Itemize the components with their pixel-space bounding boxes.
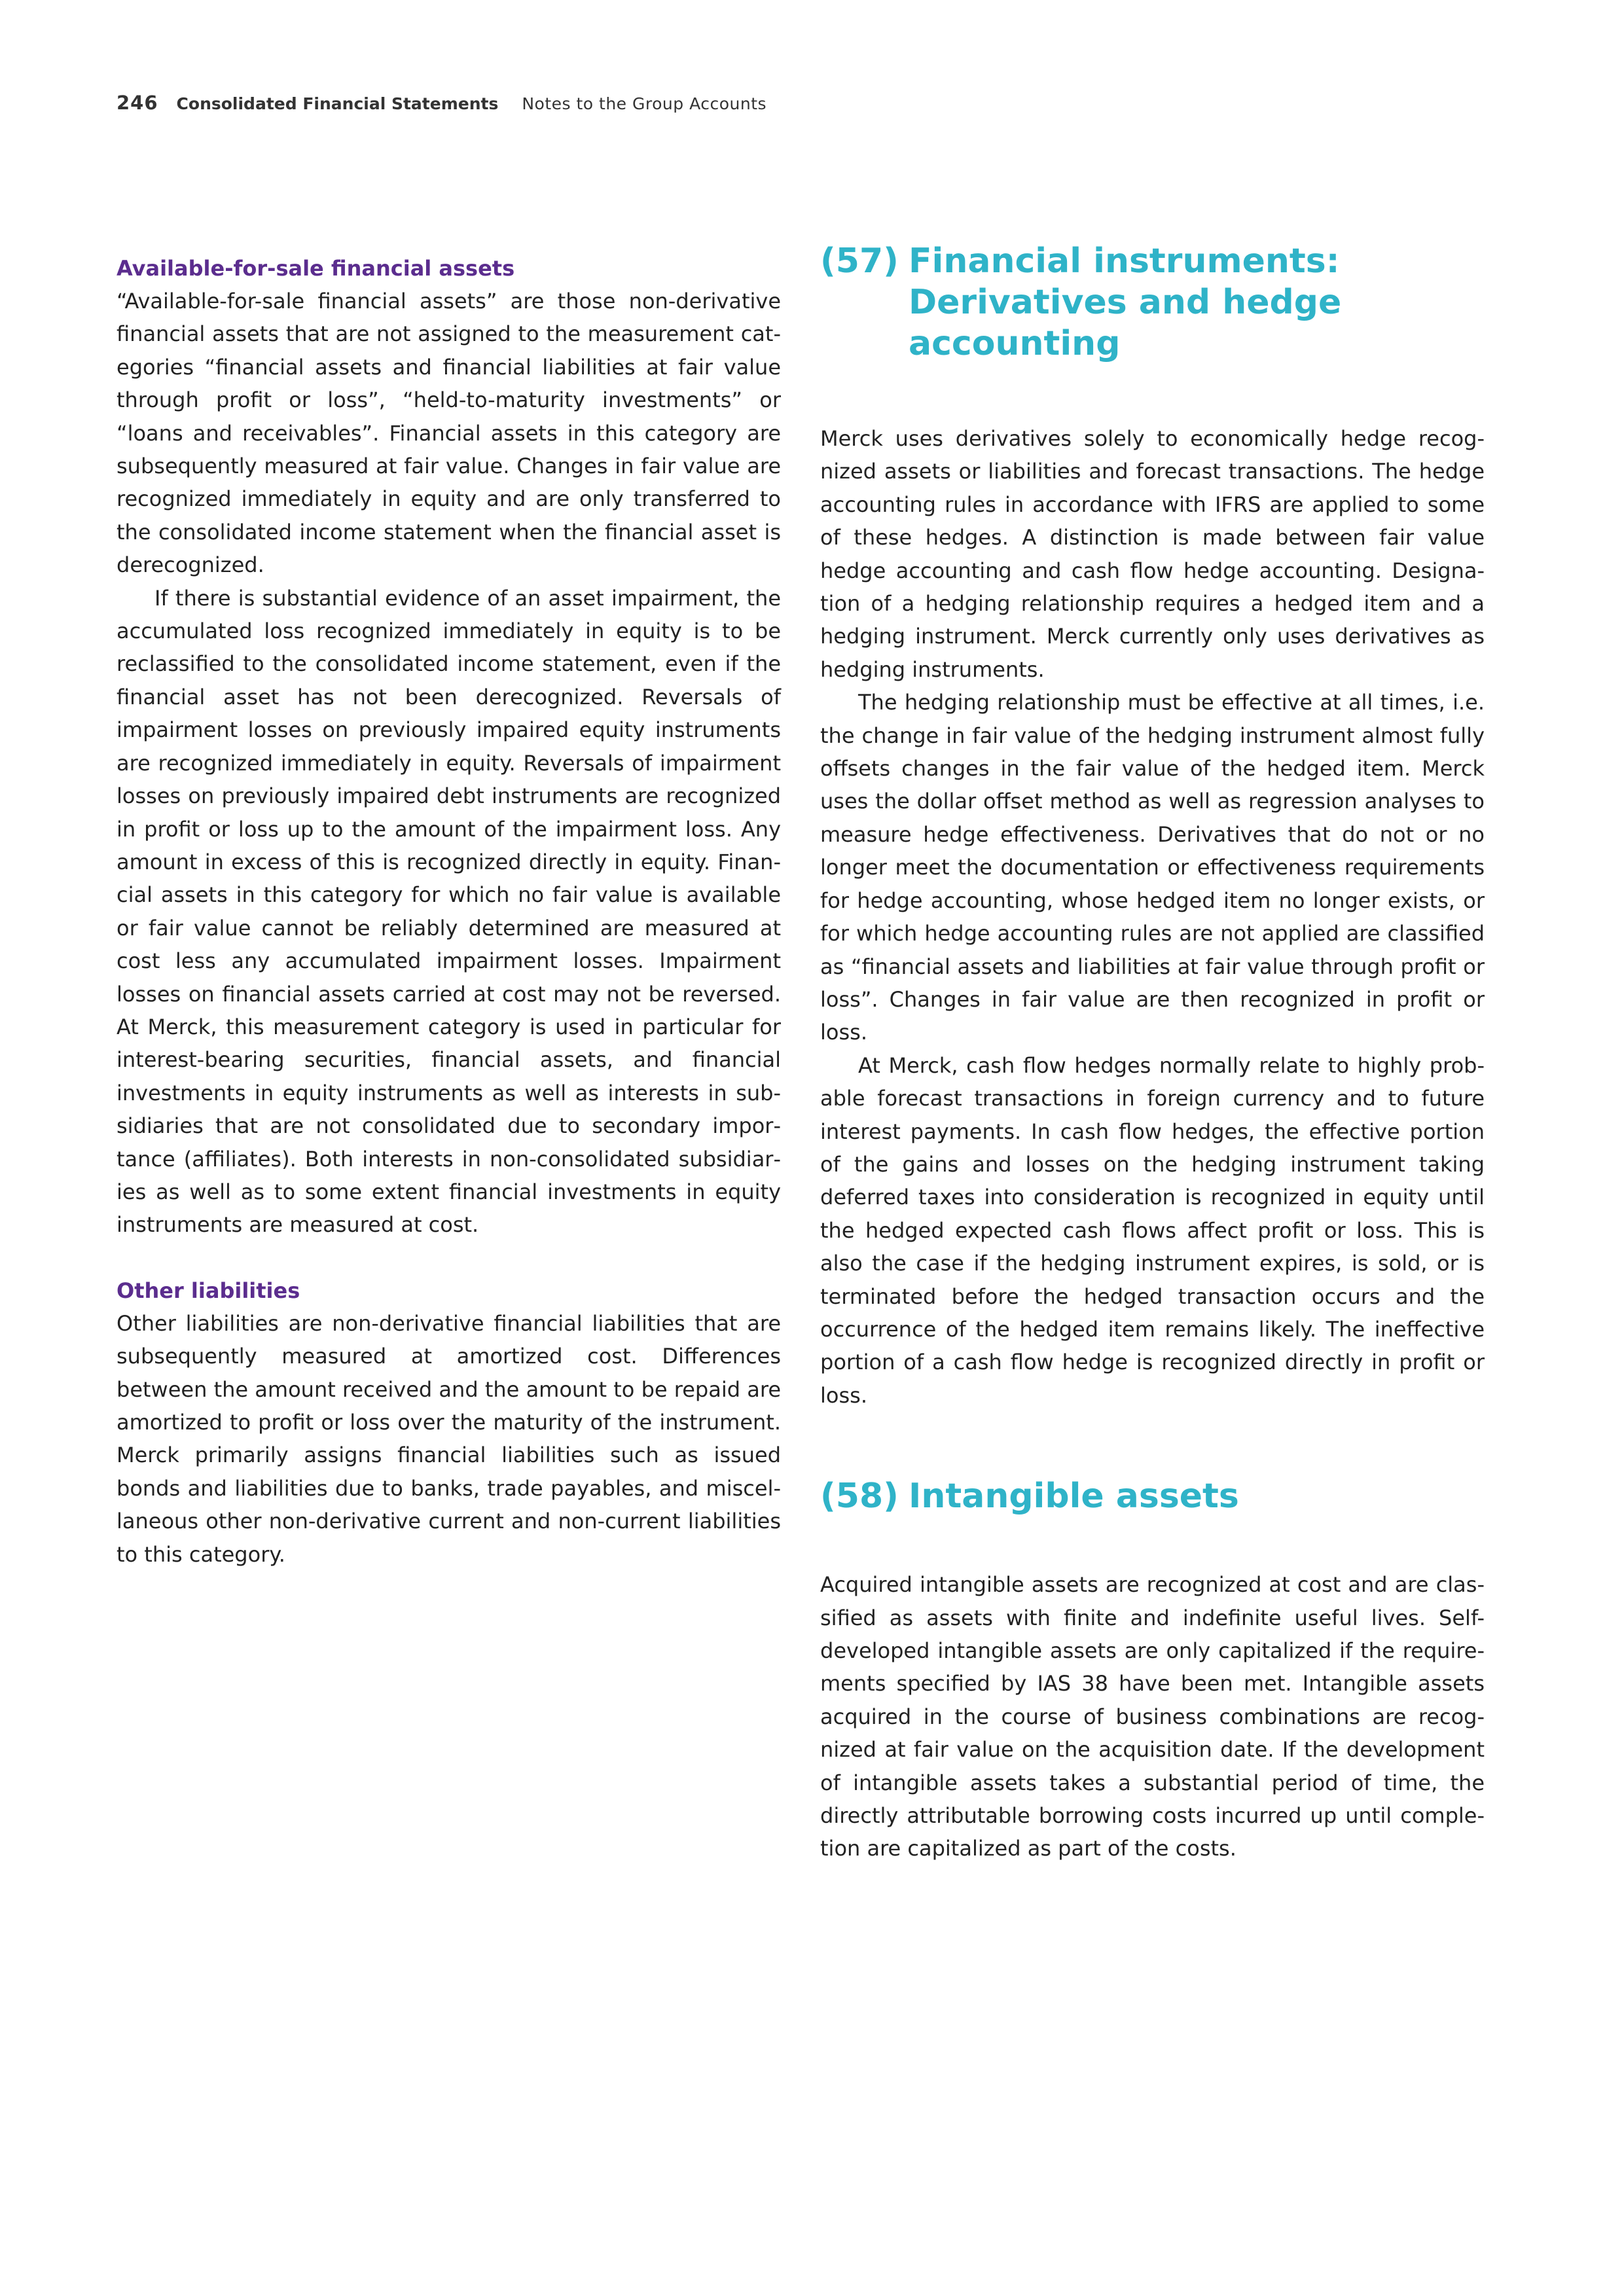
section-title: Consolidated Financial Statements [176,94,499,113]
subsection-title: Notes to the Group Accounts [522,94,767,113]
other-liabilities-heading: Other liabilities [117,1278,300,1303]
section-58-title: Intangible assets [909,1477,1239,1516]
section-57-heading [820,241,1485,365]
section-57-paragraph-3: At Merck, cash flow hedges normally relate to highly probable forecast transactions in foreign currency and to future interest payments. In cash flow hedges, the effective portion of the gains and losses on the hedging instrument taking deferred taxes into consideration is recognized in equity until the hedged expected cash flows affect profit or loss. This is also the case if the hedging instrument expires, is sold, or is terminated before the hedged transaction occurs and the occurrence of the hedged item remains likely. The ineffective portion of a cash flow hedge is recognized directly in profit or loss. [820,1052,1485,1408]
other-liabilities-paragraph: Other liabilities are non-derivative financial liabilities that are subsequently measured at amortized cost. Differences between the amount received and the amount to be repaid are amortized to profit or loss over the maturity of the instrument. Merck primarily assigns financial liabilities such as issued bonds and liabilities due to banks, trade payables, and miscellaneous other non-derivative current and non-current liabilities to this category. [117,1310,781,1567]
page-number: 246 [117,92,158,114]
afs-paragraph-2: If there is substantial evidence of an asset impairment, the accumulated loss recognized immediately in equity is to be reclassified to the consolidated income statement, even if the financial asset has not been derecognized. Reversals of impairment losses on previously impaired equity instruments are recognized immediately in equity. Reversals of impairment losses on previously impaired debt instruments are recognized in profit or loss up to the amount of the impairment loss. Any amount in excess of this is recognized directly in equity. Financial assets in this category for which no fair value is available or fair value cannot be reliably determined are measured at cost less any accumulated impairment losses. Impairment losses on financial assets carried at cost may not be reversed. At Merck, this measurement category is used in particular for interest-bearing securities, financial assets, and financial investments in equity instruments as well as interests in subsidiaries that are not consolidated due to secondary importance (affiliates). Both interests in non-consolidated subsidiaries as well as to some extent financial investments in equity instruments are measured at cost. [117,585,781,1238]
running-header [117,92,767,114]
right-column [820,241,1485,1865]
section-57-paragraph-1: Merck uses derivatives solely to economically hedge recognized assets or liabilities and forecast transactions. The hedge accounting rules in accordance with IFRS are applied to some of these hedges. A distinction is made between fair value hedge accounting and cash flow hedge accounting. Designation of a hedging relationship requires a hedged item and a hedging instrument. Merck currently only uses derivatives as hedging instruments. [820,426,1485,682]
section-57-title-line-2: Derivatives and hedge [909,283,1342,322]
section-57-title-line-1: Financial instruments: [909,242,1340,281]
section-57-title-line-3: accounting [909,324,1121,363]
section-58-number: (58) [820,1477,899,1516]
available-for-sale-heading: Available-for-sale financial assets [117,256,515,281]
section-57-paragraph-2: The hedging relationship must be effective at all times, i.e. the change in fair value of the hedging instrument almost fully offsets changes in the fair value of the hedged item. Merck uses the dollar offset method as well as regression analyses to measure hedge effectiveness. Derivatives that do not or no longer meet the documentation or effectiveness requirements for hedge accounting, whose hedged item no longer exists, or for which hedge accounting rules are not applied are classified as “financial assets and liabilities at fair value through profit or loss”. Changes in fair value are then recognized in profit or loss. [820,690,1485,1045]
afs-paragraph-1: “Available-for-sale financial assets” are those non-derivative financial assets that are not assigned to the measurement categories “financial assets and financial liabilities at fair value through profit or loss”, “held-to-maturity investments” or “loans and receivables”. Financial assets in this category are subsequently measured at fair value. Changes in fair value are recognized immediately in equity and are only transferred to the consolidated income statement when the financial asset is derecognized. [117,289,781,578]
section-57-number: (57) [820,242,899,281]
section-58-heading [820,1476,1485,1517]
left-column [117,252,781,1571]
section-58-paragraph-1: Acquired intangible assets are recognized at cost and are classified as assets with finite and indefinite useful lives. Self-developed intangible assets are only capitalized if the requirements specified by IAS 38 have been met. Intangible assets acquired in the course of business combinations are recognized at fair value on the acquisition date. If the development of intangible assets takes a substantial period of time, the directly attributable borrowing costs incurred up until completion are capitalized as part of the costs. [820,1572,1485,1861]
section-57-title [909,241,1485,365]
